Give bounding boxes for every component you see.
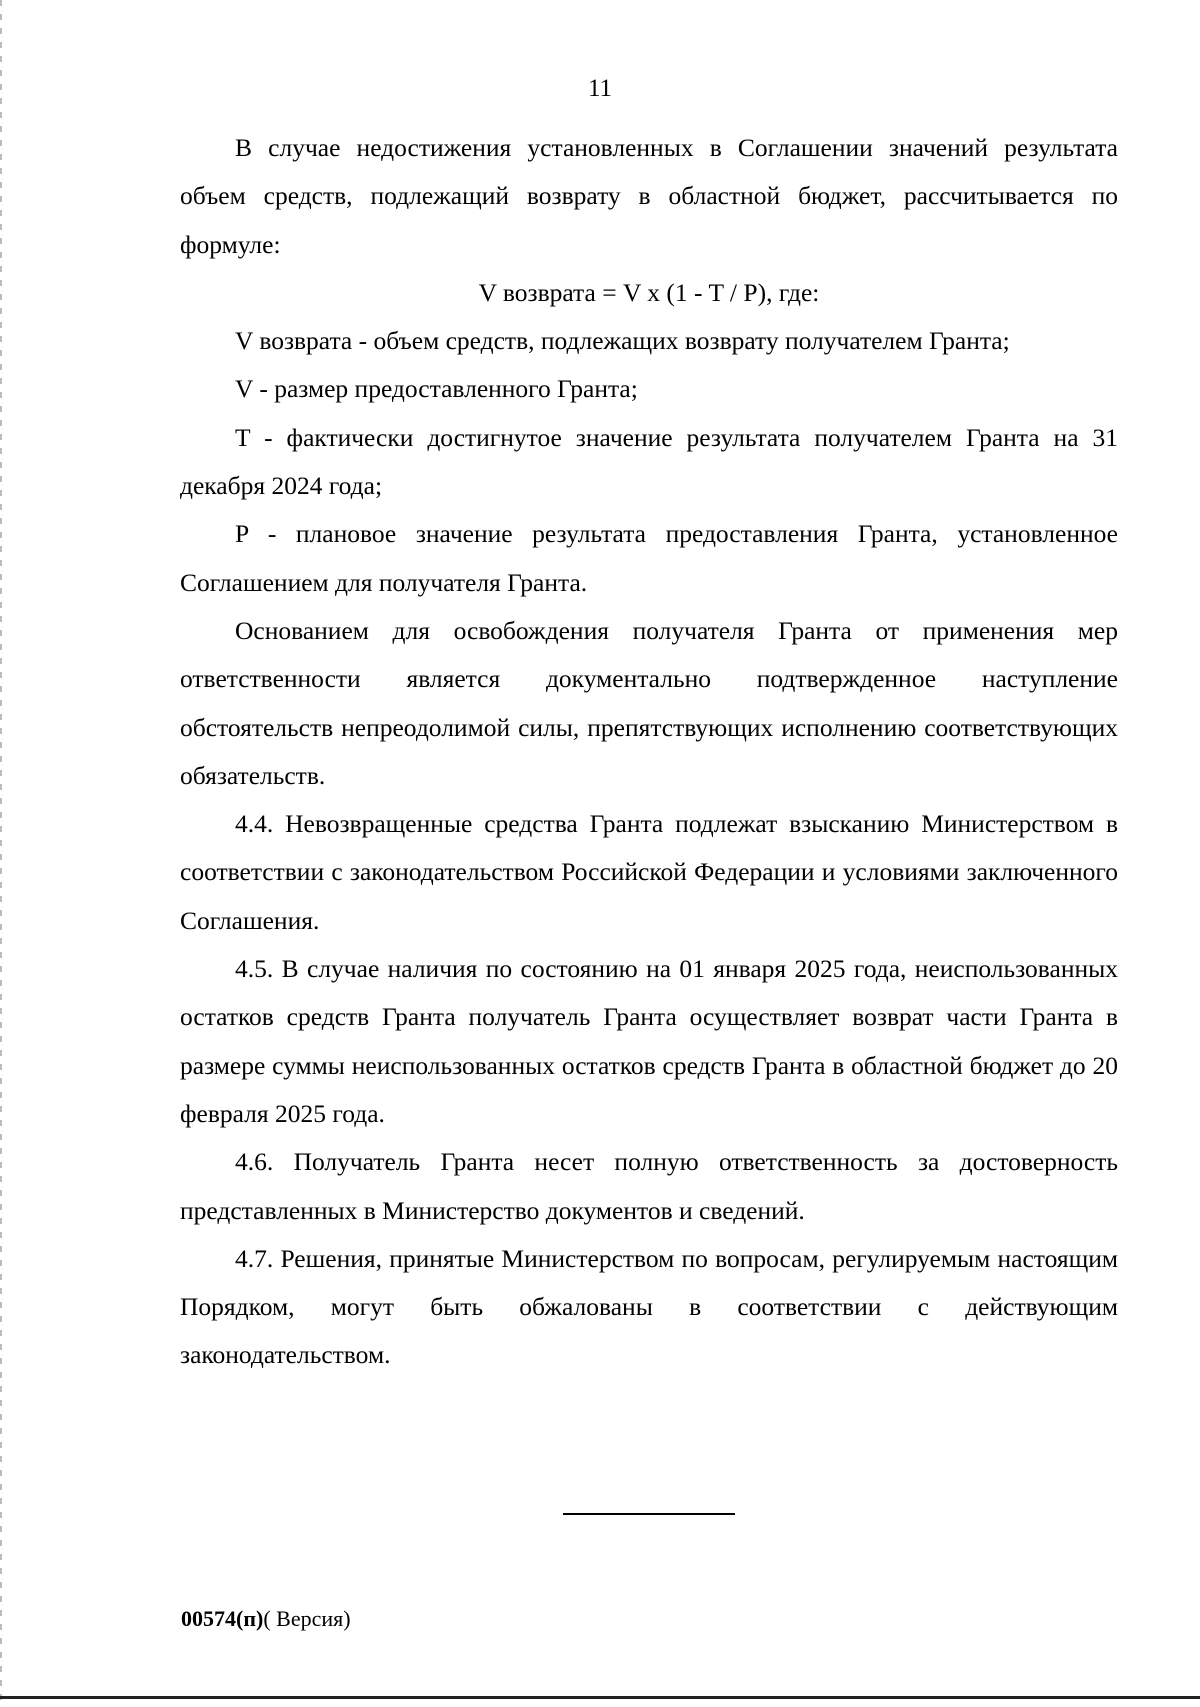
end-separator-line [563, 1513, 735, 1515]
scan-left-edge [0, 0, 2, 1707]
clause-4-6: 4.6. Получатель Гранта несет полную ответственность за достоверность представленных в Министерство документов и сведений. [180, 1147, 1118, 1225]
page-number: 11 [587, 75, 613, 102]
formula: V возврата = V x (1 - T / P), где: [478, 277, 820, 307]
footer-document-code [181, 1604, 351, 1634]
definition-v: V - размер предоставленного Гранта; [235, 374, 638, 404]
footer-version: ( Версия) [263, 1606, 351, 1631]
paragraph-return-formula-intro: В случае недостижения установленных в Соглашении значений результата объем средств, подлежащий возврату в областной бюджет, рассчитывается по формуле: [180, 133, 1118, 259]
clause-4-4: 4.4. Невозвращенные средства Гранта подлежат взысканию Министерством в соответствии с законодательством Российской Федерации и условиями заключенного Соглашения. [180, 809, 1118, 935]
footer-code: 00574(п) [181, 1606, 264, 1631]
definition-v-return: V возврата - объем средств, подлежащих возврату получателем Гранта; [235, 326, 1010, 356]
paragraph-force-majeure: Основанием для освобождения получателя Гранта от применения мер ответственности является документально подтвержденное наступление обстоятельств непреодолимой силы, препятствующих исполнению соответствующих обязательств. [180, 615, 1118, 790]
definition-p: P - плановое значение результата предоставления Гранта, установленное Соглашением для получателя Гранта. [180, 519, 1118, 597]
definition-t: T - фактически достигнутое значение результата получателем Гранта на 31 декабря 2024 года; [180, 422, 1118, 501]
scan-bottom-edge [0, 1696, 1200, 1699]
document-body [180, 124, 1118, 1380]
clause-4-7: 4.7. Решения, принятые Министерством по вопросам, регулируемым настоящим Порядком, могут быть обжалованы в соответствии с действующим законодательством. [180, 1243, 1118, 1370]
clause-4-5: 4.5. В случае наличия по состоянию на 01 января 2025 года, неиспользованных остатков средств Гранта получатель Гранта осуществляет возврат части Гранта в размере суммы неиспользованных остатков средств Гранта в областной бюджет до 20 февраля 2025 года. [180, 954, 1118, 1128]
